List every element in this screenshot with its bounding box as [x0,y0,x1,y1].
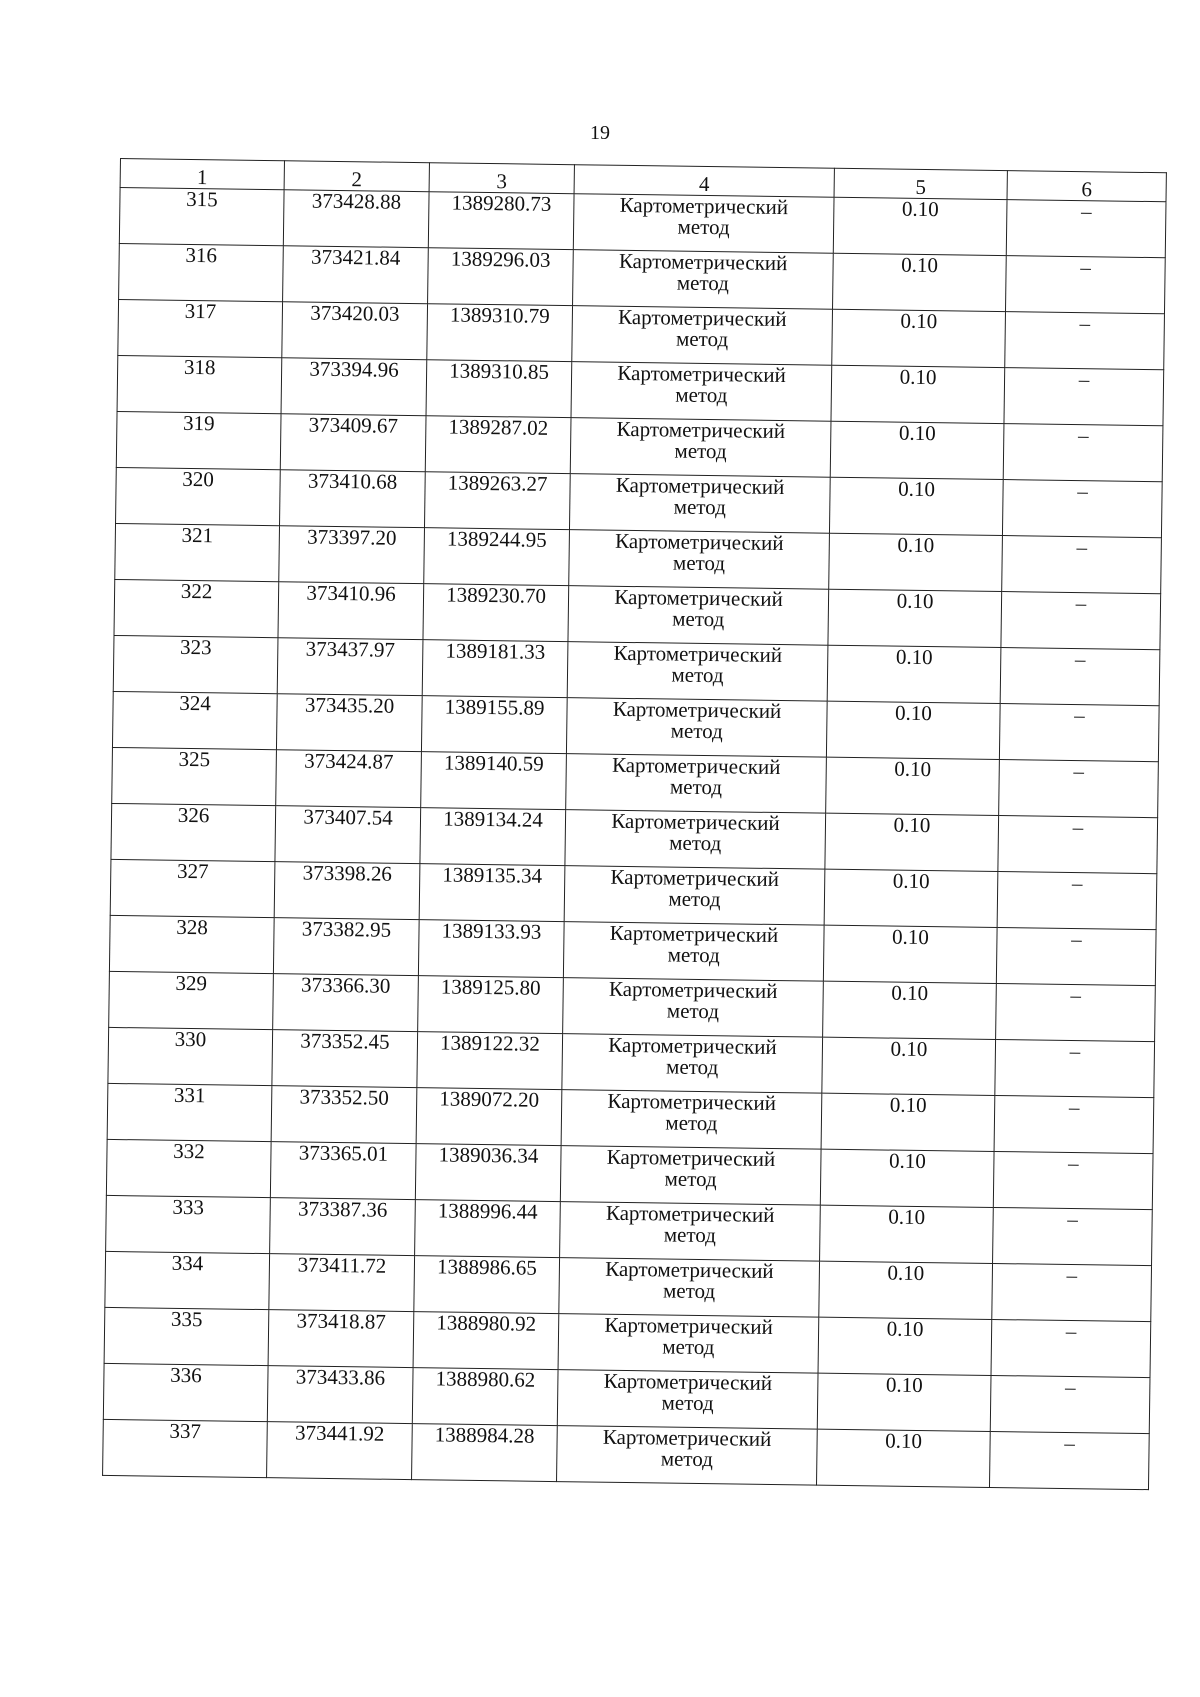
accuracy-cell: 0.10 [830,421,1004,479]
point-number-cell: 326 [111,803,276,861]
note-cell: – [1006,200,1166,258]
point-number-cell: 330 [108,1027,273,1085]
method-line-2: метод [662,1278,716,1304]
x-coordinate-cell: 373352.50 [271,1086,417,1144]
column-header: 4 [574,165,834,198]
column-header: 3 [429,163,574,194]
method-line-1: Картометрический [606,1144,776,1172]
x-coordinate-cell: 373394.96 [281,358,427,416]
table-body [103,188,1166,1490]
y-coordinate-cell: 1389122.32 [417,1032,563,1090]
method-line-2: метод [677,214,730,240]
method-line-1: Картометрический [613,640,783,668]
accuracy-cell: 0.10 [823,925,997,983]
method-line-1: Картометрический [611,808,780,836]
method-line-1: Картометрический [603,1368,773,1395]
method-line-2: метод [673,494,727,520]
method-cell [567,642,828,702]
note-cell: – [999,760,1159,818]
method-line-1: Картометрический [607,1088,777,1116]
point-number-cell: 327 [110,859,275,917]
accuracy-cell: 0.10 [821,1093,995,1151]
method-line-2: метод [672,550,726,576]
y-coordinate-cell: 1389036.34 [415,1144,561,1202]
method-cell [562,1034,823,1094]
accuracy-cell: 0.10 [820,1149,994,1207]
accuracy-cell: 0.10 [824,869,998,927]
y-coordinate-cell: 1389263.27 [424,472,570,530]
method-line-2: метод [667,942,720,968]
method-cell [557,1426,818,1486]
method-line-2: метод [665,1054,719,1080]
y-coordinate-cell: 1389133.93 [418,920,564,978]
method-line-1: Картометрический [617,360,787,388]
method-cell [560,1146,821,1206]
method-line-1: Картометрический [608,976,778,1004]
method-line-1: Картометрический [604,1312,774,1339]
point-number-cell: 328 [109,915,274,973]
method-line-2: метод [661,1390,714,1416]
point-number-cell: 319 [116,411,281,469]
method-line-2: метод [669,830,722,856]
method-line-1: Картометрический [615,472,785,500]
method-cell [557,1370,818,1430]
page-number: 19 [590,122,610,144]
point-number-cell: 321 [115,523,280,581]
point-number-cell: 332 [106,1139,271,1197]
x-coordinate-cell: 373433.86 [267,1366,413,1424]
x-coordinate-cell: 373352.45 [272,1030,418,1088]
method-cell [563,978,824,1038]
x-coordinate-cell: 373410.96 [278,582,424,640]
method-line-1: Картометрический [608,1032,777,1060]
point-number-cell: 333 [106,1195,271,1253]
y-coordinate-cell: 1388980.92 [413,1312,559,1370]
coordinates-table-sheet [102,158,1166,1490]
method-line-1: Картометрический [605,1200,775,1228]
y-coordinate-cell: 1389244.95 [424,528,570,586]
accuracy-cell: 0.10 [833,197,1007,255]
method-line-1: Картометрический [602,1424,772,1451]
point-number-cell: 322 [114,579,279,637]
method-line-1: Картометрический [617,304,787,332]
x-coordinate-cell: 373382.95 [273,918,419,976]
method-line-2: метод [662,1334,715,1360]
column-header: 2 [284,161,429,192]
x-coordinate-cell: 373420.03 [282,302,428,360]
point-number-cell: 323 [113,635,278,693]
y-coordinate-cell: 1388980.62 [412,1368,558,1426]
point-number-cell: 315 [119,188,284,246]
method-cell [565,810,826,870]
y-coordinate-cell: 1389181.33 [422,640,568,698]
method-line-1: Картометрический [611,752,781,780]
note-cell: – [1001,592,1161,650]
x-coordinate-cell: 373437.97 [277,638,423,696]
point-number-cell: 335 [104,1307,269,1365]
y-coordinate-cell: 1389296.03 [428,248,574,306]
column-header: 5 [834,168,1007,199]
note-cell: – [991,1319,1151,1377]
method-line-2: метод [660,1446,714,1472]
point-number-cell: 320 [116,467,281,525]
method-line-2: метод [675,382,728,408]
note-cell: – [1005,256,1165,314]
x-coordinate-cell: 373407.54 [275,806,421,864]
method-cell [564,866,825,926]
note-cell: – [996,984,1156,1042]
method-cell [569,474,830,534]
accuracy-cell: 0.10 [826,701,1000,759]
method-line-1: Картометрический [618,248,788,276]
method-cell [570,418,831,478]
note-cell: – [1005,312,1165,370]
method-cell [572,306,833,366]
note-cell: – [1000,648,1160,706]
method-line-1: Картометрический [614,528,784,556]
note-cell: – [1002,536,1162,594]
y-coordinate-cell: 1389134.24 [420,808,566,866]
method-line-1: Картометрический [610,864,780,892]
note-cell: – [1002,480,1162,538]
point-number-cell: 337 [103,1419,268,1477]
note-cell: – [1004,368,1164,426]
x-coordinate-cell: 373398.26 [274,862,420,920]
method-cell [571,362,832,422]
accuracy-cell: 0.10 [823,981,997,1039]
accuracy-cell: 0.10 [817,1373,991,1431]
x-coordinate-cell: 373418.87 [268,1310,414,1368]
method-cell [568,586,829,646]
note-cell: – [996,928,1156,986]
y-coordinate-cell: 1389230.70 [423,584,569,642]
method-cell [566,754,827,814]
note-cell: – [990,1375,1150,1433]
x-coordinate-cell: 373410.68 [280,470,426,528]
accuracy-cell: 0.10 [829,533,1003,591]
note-cell: – [998,816,1158,874]
y-coordinate-cell: 1389125.80 [418,976,564,1034]
point-number-cell: 318 [117,355,282,413]
method-line-1: Картометрический [616,416,786,444]
accuracy-cell: 0.10 [822,1037,996,1095]
accuracy-cell: 0.10 [831,365,1005,423]
x-coordinate-cell: 373424.87 [276,750,422,808]
method-line-1: Картометрический [614,584,783,612]
column-header: 6 [1007,171,1166,202]
x-coordinate-cell: 373441.92 [267,1422,413,1480]
method-line-2: метод [670,718,723,744]
note-cell: – [992,1263,1152,1321]
note-cell: – [993,1207,1153,1265]
method-line-2: метод [666,998,720,1024]
accuracy-cell: 0.10 [828,589,1002,647]
method-line-2: метод [669,774,723,800]
y-coordinate-cell: 1389310.79 [427,304,573,362]
y-coordinate-cell: 1389135.34 [419,864,565,922]
accuracy-cell: 0.10 [819,1261,993,1319]
method-line-2: метод [664,1166,717,1192]
method-cell [559,1258,820,1318]
point-number-cell: 316 [119,243,284,301]
y-coordinate-cell: 1389310.85 [426,360,572,418]
method-line-2: метод [671,662,724,688]
method-cell [566,698,827,758]
y-coordinate-cell: 1389287.02 [425,416,571,474]
x-coordinate-cell: 373366.30 [273,974,419,1032]
method-cell [563,922,824,982]
y-coordinate-cell: 1389155.89 [421,696,567,754]
note-cell: – [994,1095,1154,1153]
x-coordinate-cell: 373409.67 [280,414,426,472]
y-coordinate-cell: 1389140.59 [421,752,567,810]
method-line-2: метод [672,606,725,632]
note-cell: – [1003,424,1163,482]
y-coordinate-cell: 1389072.20 [416,1088,562,1146]
x-coordinate-cell: 373435.20 [276,694,422,752]
accuracy-cell: 0.10 [826,757,1000,815]
method-line-2: метод [663,1222,717,1248]
column-header: 1 [120,159,284,190]
accuracy-cell: 0.10 [832,309,1006,367]
note-cell: – [995,1040,1155,1098]
point-number-cell: 331 [107,1083,272,1141]
x-coordinate-cell: 373365.01 [270,1142,416,1200]
point-number-cell: 325 [112,747,277,805]
accuracy-cell: 0.10 [829,477,1003,535]
note-cell: – [993,1151,1153,1209]
point-number-cell: 317 [118,299,283,357]
x-coordinate-cell: 373421.84 [283,246,429,304]
accuracy-cell: 0.10 [820,1205,994,1263]
method-line-1: Картометрический [609,920,779,948]
point-number-cell: 334 [105,1251,270,1309]
accuracy-cell: 0.10 [833,253,1007,311]
method-cell [569,530,830,590]
x-coordinate-cell: 373397.20 [279,526,425,584]
point-number-cell: 336 [103,1363,268,1421]
y-coordinate-cell: 1388986.65 [414,1256,560,1314]
method-cell [560,1202,821,1262]
x-coordinate-cell: 373428.88 [283,190,429,248]
y-coordinate-cell: 1388996.44 [415,1200,561,1258]
method-line-1: Картометрический [605,1256,774,1284]
method-cell [573,194,834,254]
method-line-2: метод [676,270,730,296]
y-coordinate-cell: 1389280.73 [428,192,574,250]
x-coordinate-cell: 373411.72 [269,1254,415,1312]
accuracy-cell: 0.10 [818,1317,992,1375]
method-line-1: Картометрический [619,192,789,220]
note-cell: – [999,704,1159,762]
coordinates-table [102,158,1167,1490]
x-coordinate-cell: 373387.36 [270,1198,416,1256]
point-number-cell: 329 [109,971,274,1029]
note-cell: – [989,1431,1149,1489]
method-line-2: метод [668,886,721,912]
method-line-1: Картометрический [612,696,782,724]
method-cell [558,1314,819,1374]
method-line-2: метод [675,326,729,352]
accuracy-cell: 0.10 [816,1429,990,1487]
y-coordinate-cell: 1388984.28 [412,1424,558,1482]
point-number-cell: 324 [112,691,277,749]
note-cell: – [997,872,1157,930]
method-cell [573,250,834,310]
accuracy-cell: 0.10 [825,813,999,871]
method-cell [561,1090,822,1150]
accuracy-cell: 0.10 [827,645,1001,703]
method-line-2: метод [665,1110,718,1136]
method-line-2: метод [674,438,727,464]
